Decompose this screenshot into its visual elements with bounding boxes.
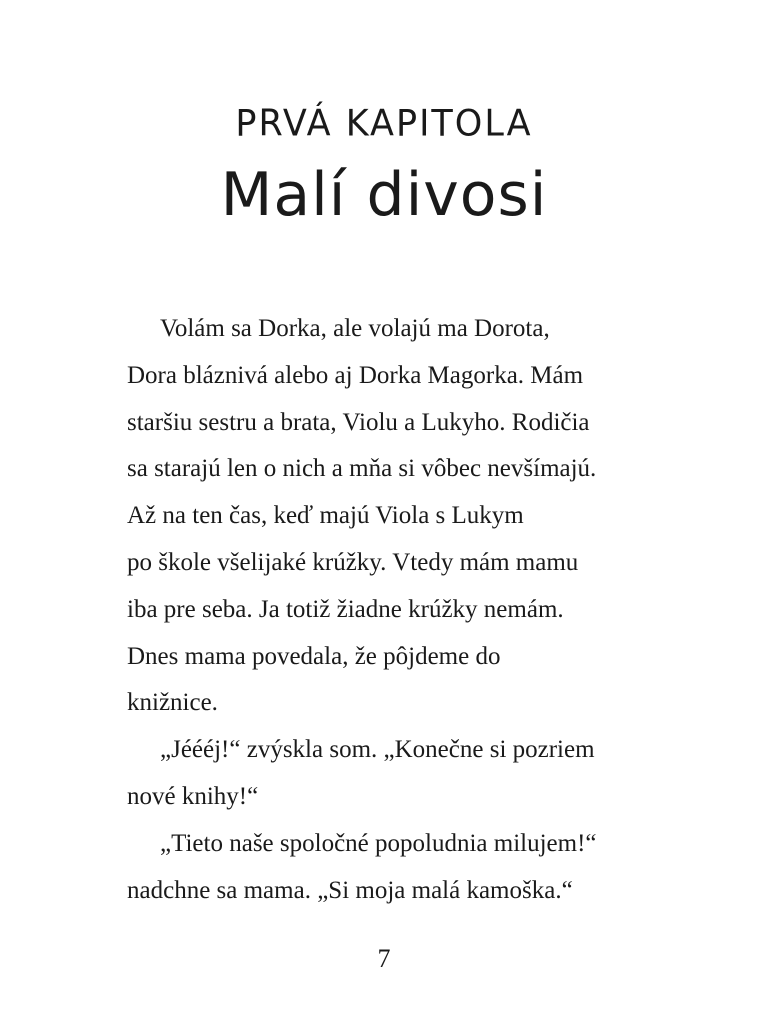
text-line: „Jéééj!“ zvýskla som. „Konečne si pozriem <box>160 736 595 764</box>
text-line: nadchne sa mama. „Si moja malá kamoška.“ <box>127 876 573 904</box>
text-line: sa starajú len o nich a mňa si vôbec nevšímajú. <box>127 455 597 483</box>
paragraph <box>127 821 647 915</box>
text-line: po škole všelijaké krúžky. Vtedy mám mamu <box>127 548 579 576</box>
chapter-label: PRVÁ KAPITOLA <box>235 103 533 145</box>
text-line: Až na ten čas, keď majú Viola s Lukym <box>127 502 524 530</box>
text-line: Volám sa Dorka, ale volajú ma Dorota, <box>160 315 550 342</box>
text-line: knižnice. <box>127 689 218 717</box>
body-text <box>127 306 647 914</box>
text-line: Dora bláznivá alebo aj Dorka Magorka. Mám <box>127 361 584 389</box>
text-line: nové knihy!“ <box>127 782 259 810</box>
text-line: iba pre seba. Ja totiž žiadne krúžky nemám. <box>127 595 564 623</box>
paragraph <box>127 306 647 727</box>
chapter-title: Malí divosi <box>220 160 548 230</box>
page-number: 7 <box>377 944 391 973</box>
text-line: „Tieto naše spoločné popoludnia milujem!“ <box>160 829 597 857</box>
paragraph <box>127 727 647 821</box>
text-line: Dnes mama povedala, že pôjdeme do <box>127 642 501 670</box>
text-line: staršiu sestru a brata, Violu a Lukyho. Rodičia <box>127 408 590 436</box>
